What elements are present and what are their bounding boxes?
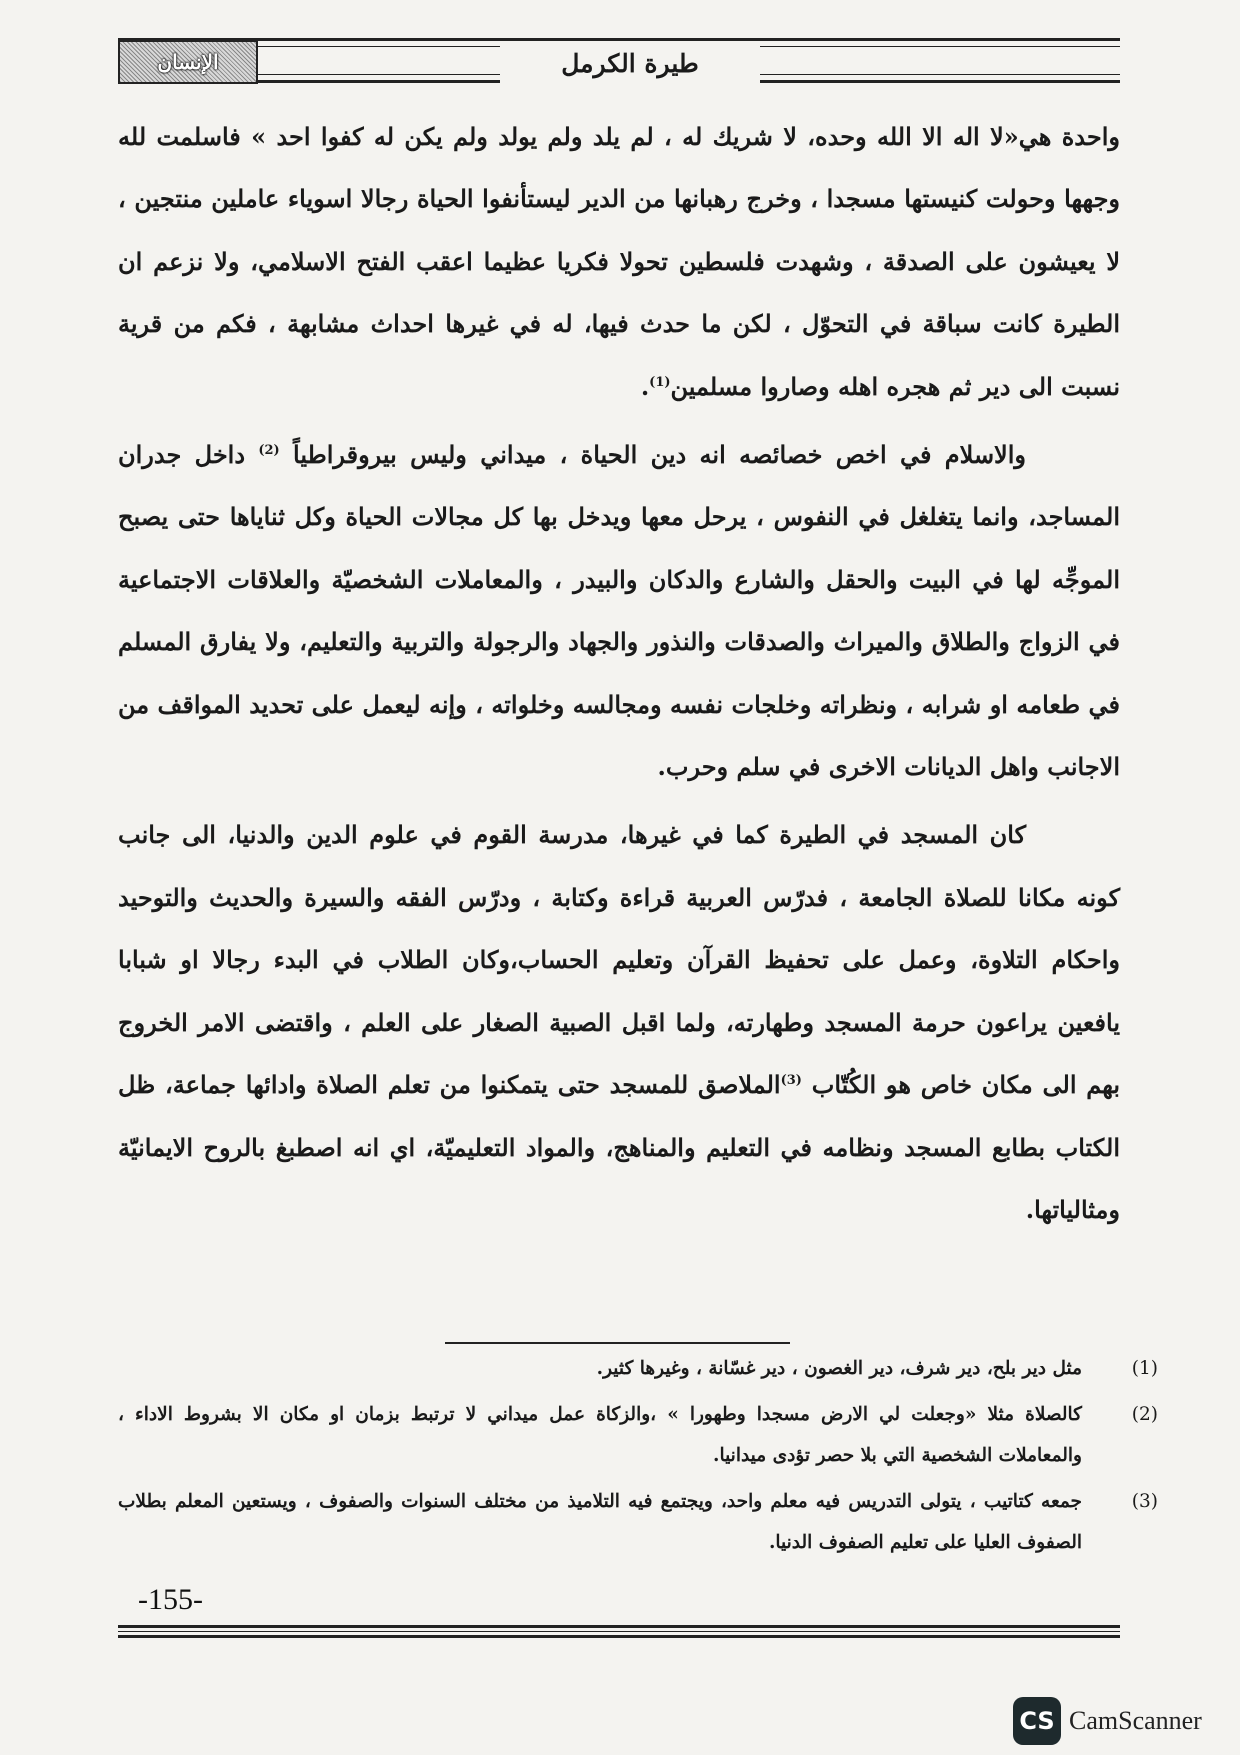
running-title: طيرة الكرمل xyxy=(500,44,760,84)
footnote-2-text: كالصلاة مثلا «وجعلت لي الارض مسجدا وطهورا » ،والزكاة عمل ميداني لا ترتبط بزمان او مكان الا بشروط الاداء ، والمعاملات الشخصية التي بلا حصر تؤدى ميدانيا. xyxy=(118,1404,1082,1466)
footnotes xyxy=(118,1348,1158,1568)
paragraph-2-text-before: والاسلام في اخص خصائصه انه دين الحياة ، ميداني وليس بيروقراطياً xyxy=(293,440,1026,470)
paragraph-1-text: واحدة هي«لا اله الا الله وحده، لا شريك له ، لم يلد ولم يولد ولم يكن له كفوا احد » فاسلمت لله وجهها وحولت كنيستها مسجدا ، وخرج رهبانها من الدير ليستأنفوا الحياة رجالا اسوياء عاملين منتجين ، لا يعيشون على الصدقة ، وشهدت فلسطين تحولا فكريا عظيما اعقب الفتح الاسلامي، ولا نزعم ان الطيرة كانت سباقة في التحوّل ، لكن ما حدث فيها، له في غيرها احداث مشابهة ، فكم من قرية نسبت الى دير ثم هجره اهله وصاروا مسلمين xyxy=(118,122,1121,401)
footnote-1-number: (1) xyxy=(1131,1358,1158,1379)
footnote-ref-1: (1) xyxy=(649,374,671,390)
footnote-ref-2: (2) xyxy=(258,443,280,459)
body-text xyxy=(118,106,1120,1247)
footnote-ref-3: (3) xyxy=(780,1073,802,1089)
section-label: الإنسان xyxy=(157,50,219,74)
footnote-3 xyxy=(118,1481,1158,1563)
footnote-3-number: (3) xyxy=(1131,1491,1158,1512)
footnote-1-text: مثل دير بلح، دير شرف، دير الغصون ، دير غسّانة ، وغيرها كثير. xyxy=(596,1358,1082,1379)
paragraph-3-text-after: الملاصق للمسجد حتى يتمكنوا من تعلم الصلاة وادائها جماعة، ظل الكتاب بطابع المسجد ونظامه في التعليم والمناهج، والمواد التعليميّة، اي انه اصطبغ بالروح الايمانيّة ومثالياتها. xyxy=(118,1070,1120,1224)
paragraph-1 xyxy=(118,106,1120,418)
bottom-rule-bottom xyxy=(118,1635,1120,1638)
bottom-rule-thin xyxy=(118,1631,1120,1632)
header-rule-top xyxy=(118,38,1120,41)
footnote-separator xyxy=(445,1342,790,1344)
paragraph-3 xyxy=(118,804,1120,1241)
footnote-3-text: جمعه كتاتيب ، يتولى التدريس فيه معلم واحد، ويجتمع فيه التلاميذ من مختلف السنوات والصفوف ، ويستعين المعلم بطلاب الصفوف العليا على تعليم الصفوف الدنيا. xyxy=(118,1491,1082,1553)
section-label-box xyxy=(118,40,258,84)
footnote-2 xyxy=(118,1394,1158,1476)
footnote-1 xyxy=(118,1348,1158,1389)
paragraph-2-text-after: داخل جدران المساجد، وانما يتغلغل في النفوس ، يرحل معها ويدخل بها كل مجالات الحياة وكل ثناياها حتى يصبح الموجِّه لها في البيت والحقل والشارع والدكان والبيدر ، والمعاملات الشخصيّة والعلاقات الاجتماعية في الزواج والطلاق والميراث والصدقات والنذور والجهاد والرجولة والتربية والتعليم، ولا يفارق المسلم في طعامه او شرابه ، ونظراته وخلجات نفسه ومجالسه وخلواته ، وإنه ليعمل على تحديد المواقف من الاجانب واهل الديانات الاخرى في سلم وحرب. xyxy=(118,440,1120,782)
bottom-rule-top xyxy=(118,1625,1120,1628)
paragraph-1-tail: . xyxy=(640,371,650,401)
camscanner-watermark xyxy=(1013,1697,1202,1745)
footnote-2-number: (2) xyxy=(1131,1404,1158,1425)
page-number: -155- xyxy=(138,1583,203,1616)
camscanner-text: CamScanner xyxy=(1069,1706,1202,1735)
paragraph-3-text-before: كان المسجد في الطيرة كما في غيرها، مدرسة القوم في علوم الدين والدنيا، الى جانب كونه مكانا للصلاة الجامعة ، فدرّس العربية قراءة وكتابة ، ودرّس الفقه والسيرة والحديث والتوحيد واحكام التلاوة، وعمل على تحفيظ القرآن وتعليم الحساب،وكان الطلاب في البدء رجالا او شبابا يافعين يراعون حرمة المسجد وطهارته، ولما اقبل الصبية الصغار على العلم ، واقتضى الامر الخروج بهم الى مكان خاص هو الكُتّاب xyxy=(118,820,1121,1100)
paragraph-2 xyxy=(118,424,1120,798)
camscanner-logo-icon: CS xyxy=(1013,1697,1061,1745)
bottom-rules xyxy=(118,1625,1120,1639)
